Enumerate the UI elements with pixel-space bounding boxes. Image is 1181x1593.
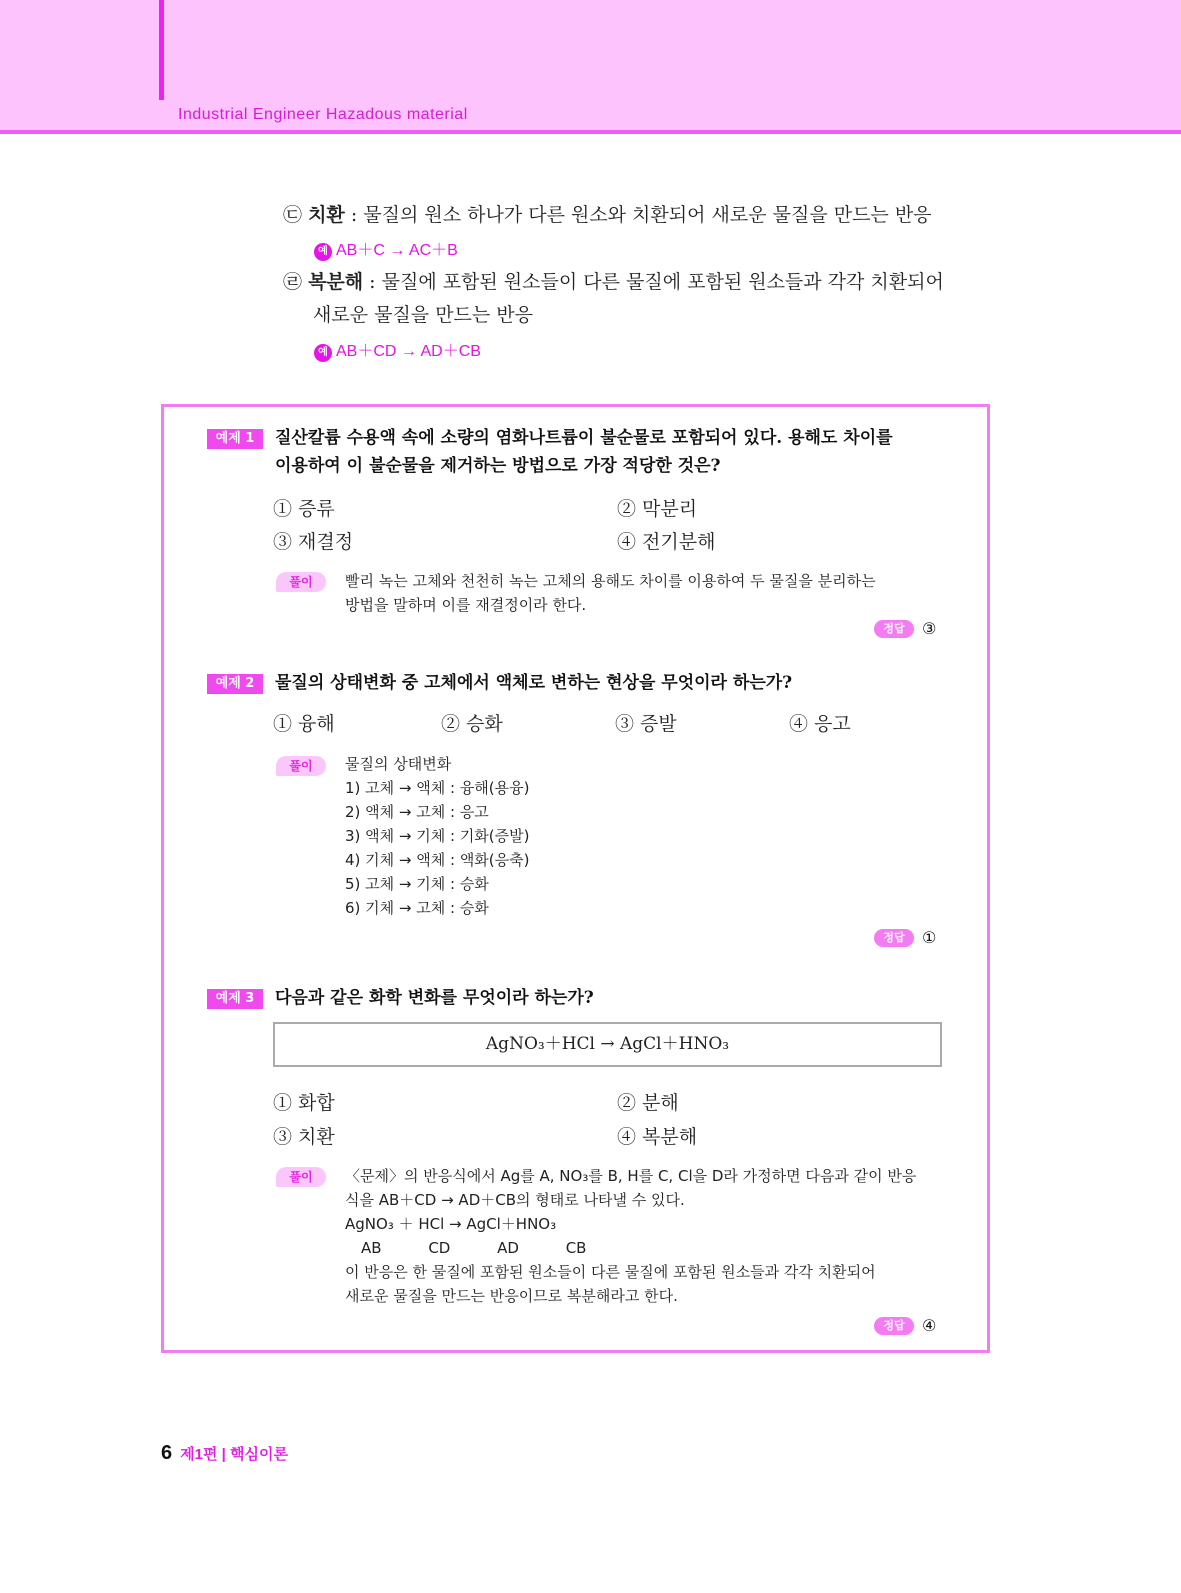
solution-text — [345, 1164, 916, 1308]
definition-substitution — [283, 199, 932, 231]
solution-line: 4) 기체 → 액체 : 액화(응축) — [345, 851, 530, 869]
answer — [874, 1316, 936, 1335]
solution-line: 3) 액체 → 기체 : 기화(증발) — [345, 827, 530, 845]
solution-line: 2) 액체 → 고체 : 응고 — [345, 803, 489, 821]
problem-question: 물질의 상태변화 중 고체에서 액체로 변하는 현상을 무엇이라 하는가? — [275, 673, 793, 693]
solution-line: 새로운 물질을 만드는 반응이므로 복분해라고 한다. — [345, 1287, 678, 1305]
solution-line: 6) 기체 → 고체 : 승화 — [345, 899, 489, 917]
solution-line: 1) 고체 → 액체 : 융해(용융) — [345, 779, 530, 797]
solution-line: 이 반응은 한 물질에 포함된 원소들이 다른 물질에 포함된 원소들과 각각 치환되어 — [345, 1263, 876, 1281]
solution-line: AB CD AD CB — [361, 1239, 587, 1257]
example-icon: 예 — [314, 243, 332, 261]
example-text: AB＋CD → AD＋CB — [336, 343, 481, 360]
option: ② 분해 — [617, 1092, 679, 1114]
section-title: 제1편 | 핵심이론 — [180, 1446, 288, 1463]
solution-tag: 풀이 — [276, 1167, 326, 1187]
solution-tag: 풀이 — [276, 572, 326, 592]
example-double-decomposition — [314, 338, 481, 362]
answer-value: ④ — [922, 1316, 937, 1335]
option: ④ 전기분해 — [617, 531, 716, 553]
definition-text-continued: 새로운 물질을 만드는 반응 — [313, 304, 534, 326]
definition-text: : 물질의 원소 하나가 다른 원소와 치환되어 새로운 물질을 만드는 반응 — [344, 204, 932, 226]
option: ② 막분리 — [617, 498, 698, 520]
option: ③ 재결정 — [273, 531, 354, 553]
definition-text: : 물질에 포함된 원소들이 다른 물질에 포함된 원소들과 각각 치환되어 — [363, 271, 944, 293]
page-footer — [161, 1442, 288, 1465]
solution-text — [345, 569, 876, 617]
header-title: Industrial Engineer Hazadous material — [178, 106, 468, 123]
example-icon: 예 — [314, 344, 332, 362]
answer-tag: 정답 — [874, 1317, 914, 1335]
header-accent-bar — [159, 0, 164, 100]
option: ④ 복분해 — [617, 1126, 698, 1148]
option: ① 화합 — [273, 1092, 335, 1114]
header-rule — [0, 130, 1181, 134]
solution-line: AgNO₃ ＋ HCl → AgCl＋HNO₃ — [345, 1215, 557, 1233]
problem-question-line2: 이용하여 이 불순물을 제거하는 방법으로 가장 적당한 것은? — [275, 456, 721, 476]
solution-line: 〈문제〉의 반응식에서 Ag를 A, NO₃를 B, H를 C, Cl을 D라 가정하면 다음과 같이 반응 — [345, 1167, 917, 1185]
option: ③ 치환 — [273, 1126, 335, 1148]
problem-question: 질산칼륨 수용액 속에 소량의 염화나트륨이 불순물로 포함되어 있다. 용해도 차이를 — [275, 428, 893, 448]
option: ④ 응고 — [789, 713, 851, 735]
definition-marker: ㉣ — [283, 271, 303, 293]
option: ① 융해 — [273, 713, 335, 735]
problem-badge: 예제 2 — [207, 674, 263, 694]
answer-value: ③ — [922, 619, 937, 638]
definition-marker: ㉢ — [283, 204, 303, 226]
answer — [874, 619, 936, 638]
solution-line: 5) 고체 → 기체 : 승화 — [345, 875, 489, 893]
solution-line: 물질의 상태변화 — [345, 755, 452, 773]
solution-line: 빨리 녹는 고체와 천천히 녹는 고체의 용해도 차이를 이용하여 두 물질을 분리하는 — [345, 572, 876, 590]
answer — [874, 928, 936, 947]
problem-question: 다음과 같은 화학 변화를 무엇이라 하는가? — [275, 988, 594, 1008]
example-substitution — [314, 237, 458, 261]
option: ② 승화 — [441, 713, 503, 735]
answer-value: ① — [922, 928, 937, 947]
solution-line: 식을 AB＋CD → AD＋CB의 형태로 나타낼 수 있다. — [345, 1191, 685, 1209]
solution-tag: 풀이 — [276, 756, 326, 776]
answer-tag: 정답 — [874, 620, 914, 638]
problem-badge: 예제 1 — [207, 429, 263, 449]
example-text: AB＋C → AC＋B — [336, 242, 458, 259]
option: ③ 증발 — [615, 713, 677, 735]
answer-tag: 정답 — [874, 929, 914, 947]
problem-badge: 예제 3 — [207, 989, 263, 1009]
definition-term: 복분해 — [308, 271, 364, 293]
equation-box: AgNO₃＋HCl → AgCl＋HNO₃ — [273, 1022, 942, 1067]
definition-term: 치환 — [308, 204, 345, 226]
definition-double-decomposition — [283, 266, 944, 298]
solution-line: 방법을 말하며 이를 재결정이라 한다. — [345, 596, 587, 614]
page-number: 6 — [161, 1442, 173, 1464]
option: ① 증류 — [273, 498, 335, 520]
solution-text — [345, 752, 529, 920]
